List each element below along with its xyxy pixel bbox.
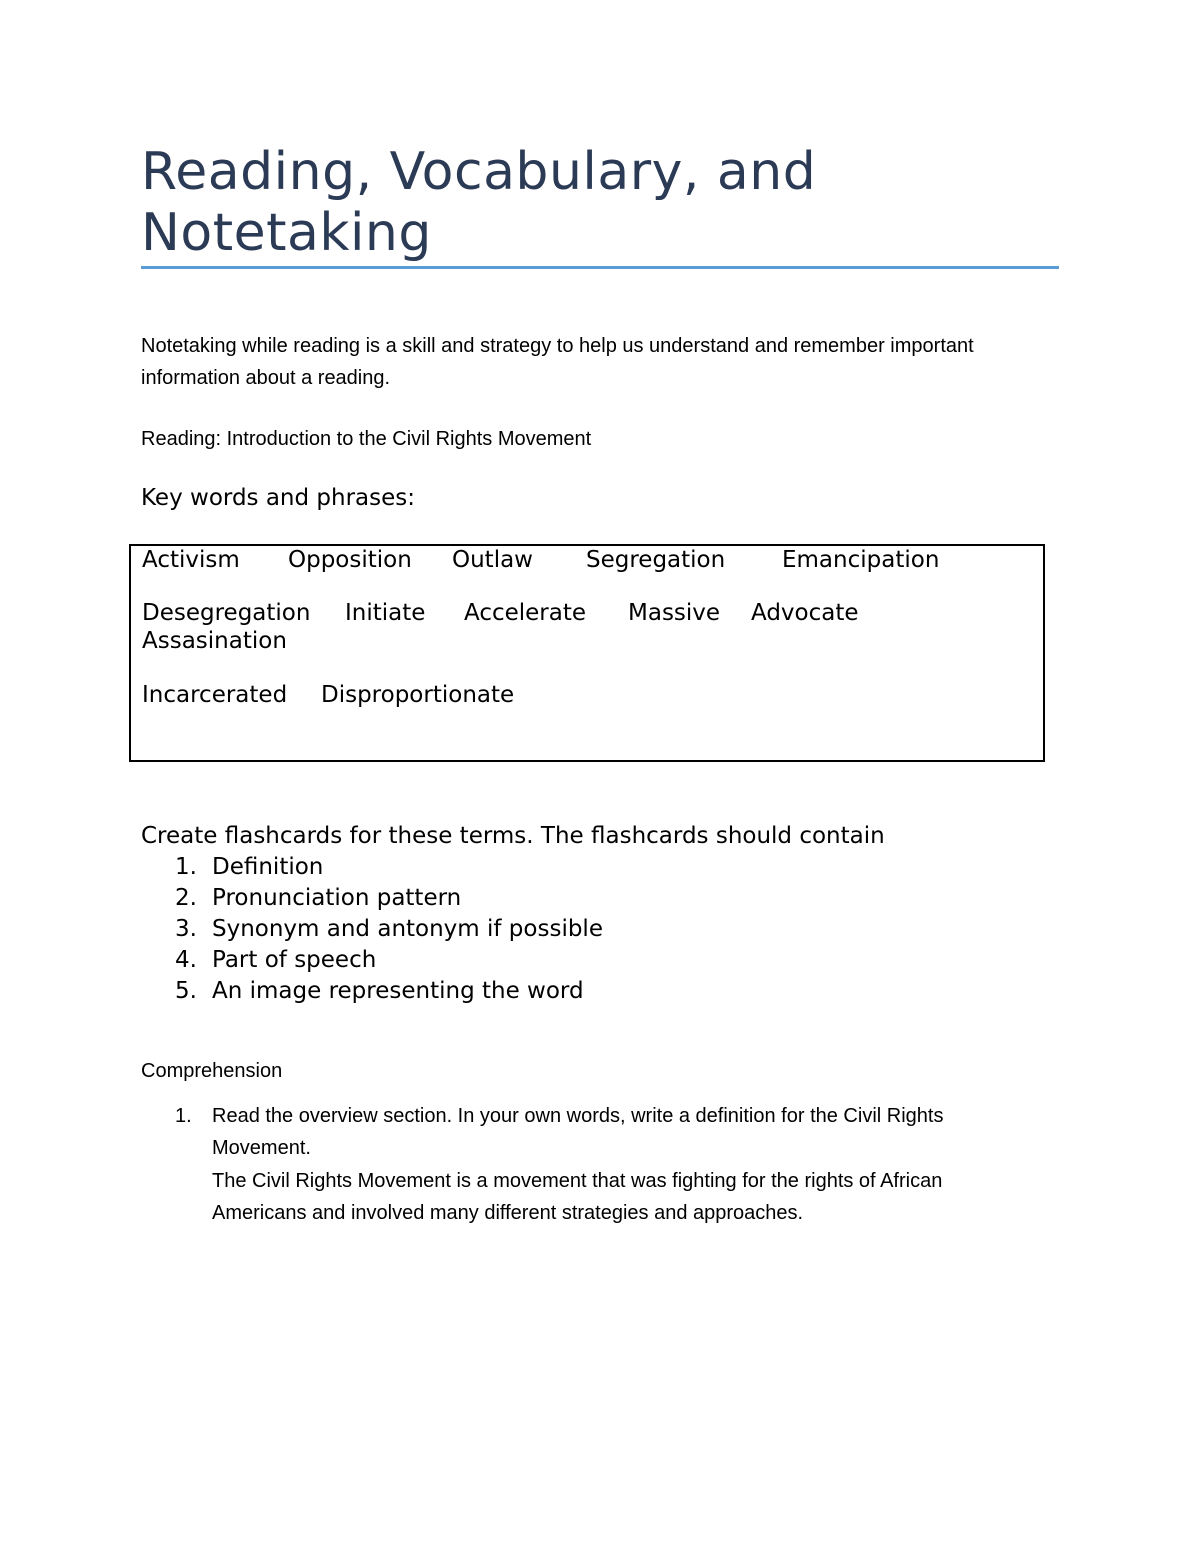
list-number: 5. bbox=[175, 978, 197, 1004]
list-number: 3. bbox=[175, 916, 197, 942]
list-item bbox=[141, 883, 603, 914]
vocabulary-word: Disproportionate bbox=[321, 682, 515, 708]
list-item-text: Pronunciation pattern bbox=[212, 885, 462, 911]
list-item bbox=[141, 945, 603, 976]
title-underline bbox=[141, 266, 1059, 269]
vocabulary-word: Desegregation bbox=[142, 600, 311, 626]
answer-text: The Civil Rights Movement is a movement that was fighting for the rights of African Americans and involved many different strategies and approaches. bbox=[212, 1170, 943, 1224]
comprehension-heading: Comprehension bbox=[141, 1060, 283, 1082]
keywords-heading: Key words and phrases: bbox=[141, 485, 416, 511]
reading-label: Reading: Introduction to the Civil Rights Movement bbox=[141, 428, 592, 450]
vocabulary-word: Incarcerated bbox=[142, 682, 288, 708]
comprehension-question bbox=[141, 1100, 1041, 1229]
vocabulary-word: Assasination bbox=[142, 628, 287, 654]
question-text: Read the overview section. In your own words, write a definition for the Civil Rights Movement. bbox=[212, 1105, 944, 1159]
page-title: Reading, Vocabulary, and Notetaking bbox=[141, 142, 817, 263]
list-item-text: Synonym and antonym if possible bbox=[212, 916, 603, 942]
intro-paragraph: Notetaking while reading is a skill and strategy to help us understand and remember important information about a reading. bbox=[141, 335, 974, 389]
list-item-text: Definition bbox=[212, 854, 324, 880]
flashcards-instruction: Create flashcards for these terms. The flashcards should contain bbox=[141, 823, 885, 849]
vocabulary-word: Accelerate bbox=[464, 600, 587, 626]
list-item bbox=[141, 914, 603, 945]
vocabulary-word: Outlaw bbox=[452, 547, 533, 573]
question-number: 1. bbox=[175, 1105, 192, 1127]
list-number: 4. bbox=[175, 947, 197, 973]
vocabulary-word: Activism bbox=[142, 547, 240, 573]
list-item bbox=[141, 976, 603, 1007]
list-item bbox=[141, 852, 603, 883]
vocabulary-word: Initiate bbox=[345, 600, 426, 626]
list-number: 1. bbox=[175, 854, 197, 880]
vocabulary-word: Emancipation bbox=[782, 547, 940, 573]
vocabulary-box bbox=[129, 544, 1045, 762]
comprehension-list bbox=[141, 1100, 1041, 1229]
vocabulary-word: Massive bbox=[628, 600, 721, 626]
vocabulary-word: Opposition bbox=[288, 547, 412, 573]
list-number: 2. bbox=[175, 885, 197, 911]
vocabulary-word: Segregation bbox=[586, 547, 726, 573]
list-item-text: Part of speech bbox=[212, 947, 377, 973]
list-item-text: An image representing the word bbox=[212, 978, 584, 1004]
flashcards-list bbox=[141, 852, 603, 1007]
vocabulary-word: Advocate bbox=[751, 600, 859, 626]
